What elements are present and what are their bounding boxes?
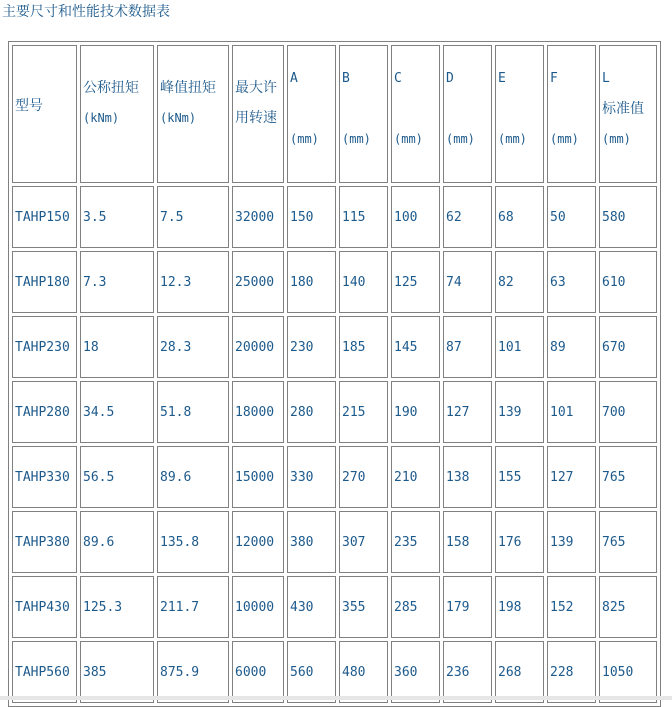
table-row [12,251,657,313]
value-cell: 18000 [232,381,284,443]
value-cell: 6000 [232,641,284,703]
value-cell: 215 [339,381,388,443]
model-cell: TAHP180 [12,251,77,313]
value-cell: 580 [599,186,657,248]
value-cell: 670 [599,316,657,378]
header-cell [287,45,336,183]
value-cell: 10000 [232,576,284,638]
header-label: C [394,71,402,86]
header-label: 型号 [15,98,43,114]
value-cell: 15000 [232,446,284,508]
header-label: (kNm) [160,111,197,125]
value-cell: 56.5 [80,446,154,508]
header-cell [80,45,154,183]
header-label: E [498,71,506,86]
value-cell: 875.9 [157,641,229,703]
spec-table [8,41,661,707]
header-label: (mm) [446,132,475,146]
header-label [342,94,387,124]
value-cell: 34.5 [80,381,154,443]
value-cell: 62 [443,186,492,248]
header-label: 最大许 [235,80,277,96]
value-cell: 127 [443,381,492,443]
page-title: 主要尺寸和性能技术数据表 [2,4,170,20]
header-cell [232,45,284,183]
value-cell: 32000 [232,186,284,248]
value-cell: 50 [547,186,596,248]
model-cell: TAHP330 [12,446,77,508]
header-label: (mm) [394,132,423,146]
header-label [550,94,595,124]
value-cell: 63 [547,251,596,313]
header-cell [547,45,596,183]
value-cell: 89.6 [157,446,229,508]
header-label: 公称扭矩 [83,80,139,96]
value-cell: 330 [287,446,336,508]
value-cell: 560 [287,641,336,703]
value-cell: 280 [287,381,336,443]
value-cell: 7.5 [157,186,229,248]
value-cell: 360 [391,641,440,703]
header-label [394,94,439,124]
header-cell [157,45,229,183]
value-cell: 3.5 [80,186,154,248]
model-cell: TAHP430 [12,576,77,638]
value-cell: 190 [391,381,440,443]
value-cell: 307 [339,511,388,573]
value-cell: 101 [547,381,596,443]
model-cell: TAHP380 [12,511,77,573]
header-cell [339,45,388,183]
value-cell: 87 [443,316,492,378]
value-cell: 180 [287,251,336,313]
header-label [498,94,543,124]
value-cell: 140 [339,251,388,313]
value-cell: 125 [391,251,440,313]
table-row [12,381,657,443]
header-label: (mm) [602,132,631,146]
value-cell: 236 [443,641,492,703]
header-label: (mm) [342,132,371,146]
model-cell: TAHP280 [12,381,77,443]
value-cell: 68 [495,186,544,248]
header-label: F [550,71,558,86]
value-cell: 228 [547,641,596,703]
value-cell: 139 [547,511,596,573]
header-label: 标准值 [602,101,644,117]
header-cell [495,45,544,183]
model-cell: TAHP230 [12,316,77,378]
value-cell: 430 [287,576,336,638]
table-row [12,511,657,573]
header-cell [599,45,657,183]
value-cell: 765 [599,446,657,508]
header-label [290,94,335,124]
value-cell: 138 [443,446,492,508]
model-cell: TAHP150 [12,186,77,248]
header-cell [443,45,492,183]
value-cell: 51.8 [157,381,229,443]
value-cell: 135.8 [157,511,229,573]
header-label: (mm) [290,132,319,146]
value-cell: 158 [443,511,492,573]
value-cell: 101 [495,316,544,378]
value-cell: 18 [80,316,154,378]
value-cell: 210 [391,446,440,508]
value-cell: 185 [339,316,388,378]
value-cell: 268 [495,641,544,703]
header-label: 用转速 [235,110,277,126]
value-cell: 825 [599,576,657,638]
value-cell: 1050 [599,641,657,703]
value-cell: 610 [599,251,657,313]
value-cell: 7.3 [80,251,154,313]
value-cell: 155 [495,446,544,508]
value-cell: 89.6 [80,511,154,573]
header-label: (mm) [550,132,579,146]
value-cell: 179 [443,576,492,638]
value-cell: 380 [287,511,336,573]
footer-strip [0,696,672,700]
value-cell: 115 [339,186,388,248]
header-label: B [342,71,350,86]
value-cell: 235 [391,511,440,573]
table-row [12,641,657,703]
header-label: A [290,71,298,86]
value-cell: 28.3 [157,316,229,378]
value-cell: 20000 [232,316,284,378]
header-label [446,94,491,124]
value-cell: 12.3 [157,251,229,313]
value-cell: 127 [547,446,596,508]
header-label: L [602,71,610,86]
value-cell: 270 [339,446,388,508]
header-label: (mm) [498,132,527,146]
value-cell: 198 [495,576,544,638]
value-cell: 89 [547,316,596,378]
value-cell: 765 [599,511,657,573]
value-cell: 139 [495,381,544,443]
value-cell: 125.3 [80,576,154,638]
header-cell [391,45,440,183]
value-cell: 145 [391,316,440,378]
value-cell: 152 [547,576,596,638]
header-row [12,45,657,183]
value-cell: 176 [495,511,544,573]
header-label: D [446,71,454,86]
value-cell: 150 [287,186,336,248]
table-row [12,186,657,248]
value-cell: 25000 [232,251,284,313]
value-cell: 100 [391,186,440,248]
value-cell: 82 [495,251,544,313]
value-cell: 211.7 [157,576,229,638]
table-row [12,316,657,378]
header-label: (kNm) [83,111,120,125]
value-cell: 285 [391,576,440,638]
value-cell: 355 [339,576,388,638]
header-cell [12,45,77,183]
value-cell: 230 [287,316,336,378]
value-cell: 12000 [232,511,284,573]
value-cell: 480 [339,641,388,703]
value-cell: 700 [599,381,657,443]
header-label: 峰值扭矩 [160,80,216,96]
value-cell: 74 [443,251,492,313]
value-cell: 385 [80,641,154,703]
model-cell: TAHP560 [12,641,77,703]
table-row [12,576,657,638]
table-row [12,446,657,508]
